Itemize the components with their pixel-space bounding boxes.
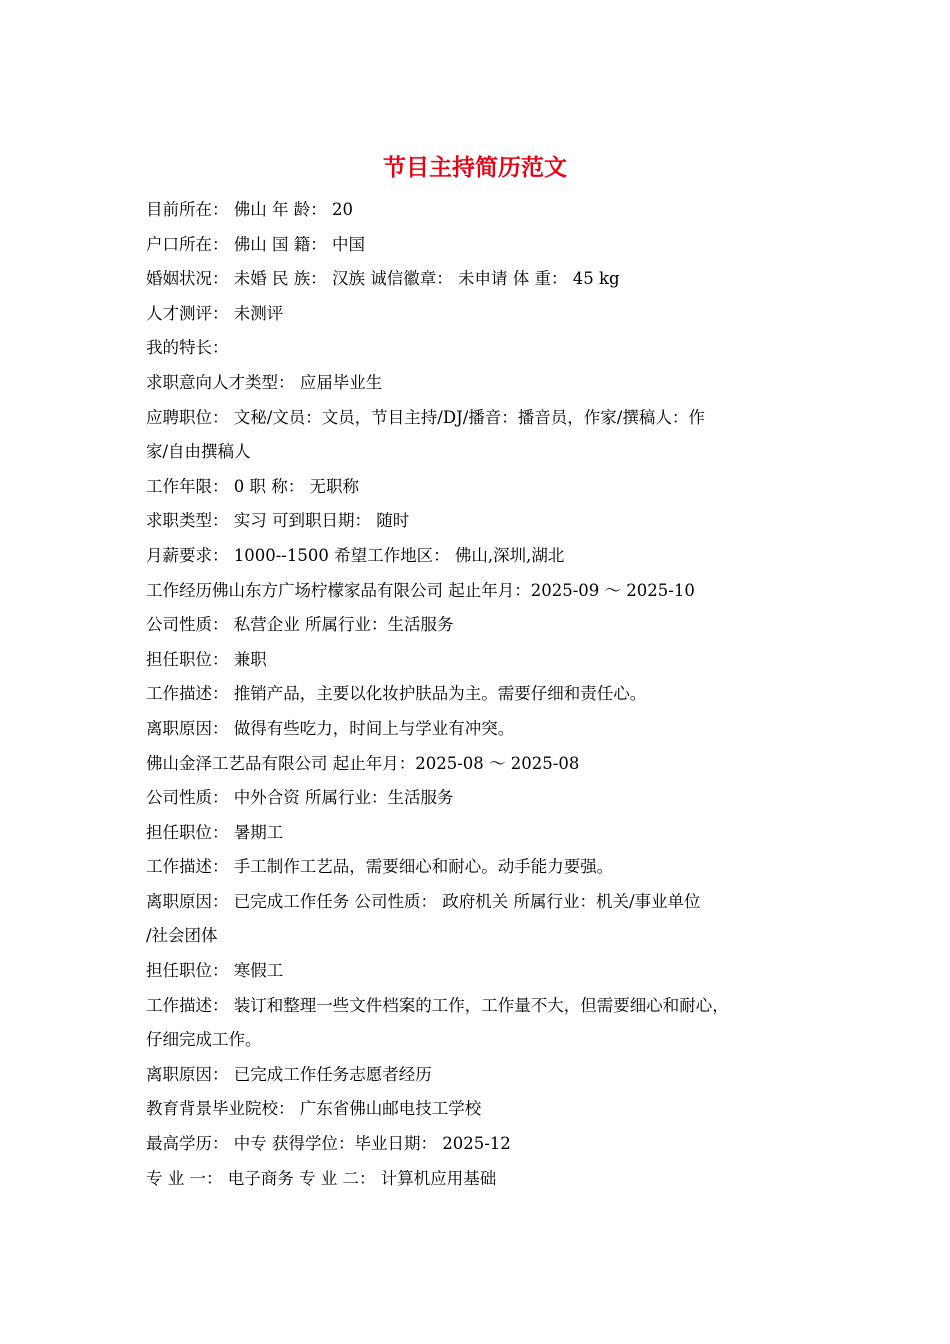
text-line: 求职意向人才类型： 应届毕业生 <box>146 372 383 392</box>
text-line: 工作描述： 手工制作工艺品，需要细心和耐心。动手能力要强。 <box>146 857 614 877</box>
text-line: 担任职位： 寒假工 <box>146 961 284 981</box>
text-line: 公司性质： 私营企业 所属行业：生活服务 <box>146 615 454 635</box>
text-line: 离职原因： 已完成工作任务志愿者经历 <box>146 1064 432 1084</box>
text-line: 专 业 一： 电子商务 专 业 二： 计算机应用基础 <box>146 1168 497 1188</box>
text-line: 家/自由撰稿人 <box>146 442 251 462</box>
text-line: 婚姻状况： 未婚 民 族： 汉族 诚信徽章： 未申请 体 重： 45 kg <box>146 269 620 289</box>
text-line: 担任职位： 兼职 <box>146 649 267 669</box>
text-line: 目前所在： 佛山 年 龄： 20 <box>146 200 353 219</box>
text-line: 工作描述： 推销产品，主要以化妆护肤品为主。需要仔细和责任心。 <box>146 684 647 704</box>
text-line: 担任职位： 暑期工 <box>146 822 284 842</box>
text-line: 离职原因： 做得有些吃力，时间上与学业有冲突。 <box>146 718 515 738</box>
text-line: /社会团体 <box>146 926 218 946</box>
text-line: 公司性质： 中外合资 所属行业：生活服务 <box>146 788 454 808</box>
text-line: 我的特长： <box>146 338 229 358</box>
text-line: 求职类型： 实习 可到职日期： 随时 <box>146 511 410 531</box>
text-line: 仔细完成工作。 <box>146 1030 262 1050</box>
document-title: 节目主持简历范文 <box>383 154 567 181</box>
text-line: 工作年限： 0 职 称： 无职称 <box>146 476 359 496</box>
text-line: 最高学历： 中专 获得学位：毕业日期： 2025-12 <box>146 1134 511 1154</box>
text-line: 月薪要求： 1000--1500 希望工作地区： 佛山,深圳,湖北 <box>146 545 565 565</box>
document-body <box>146 193 816 1196</box>
text-line: 佛山金泽工艺品有限公司 起止年月：2025-08 ～ 2025-08 <box>146 753 580 773</box>
text-line: 离职原因： 已完成工作任务 公司性质： 政府机关 所属行业：机关/事业单位 <box>146 891 701 911</box>
text-line: 工作经历佛山东方广场柠檬家品有限公司 起止年月：2025-09 ～ 2025-10 <box>146 580 695 600</box>
text-line: 应聘职位： 文秘/文员：文员，节目主持/DJ/播音：播音员，作家/撰稿人：作 <box>146 407 705 427</box>
text-line: 教育背景毕业院校： 广东省佛山邮电技工学校 <box>146 1099 482 1119</box>
text-line: 人才测评： 未测评 <box>146 303 284 323</box>
text-line: 工作描述： 装订和整理一些文件档案的工作，工作量不大，但需要细心和耐心， <box>146 995 729 1015</box>
text-line: 户口所在： 佛山 国 籍： 中国 <box>146 234 365 254</box>
